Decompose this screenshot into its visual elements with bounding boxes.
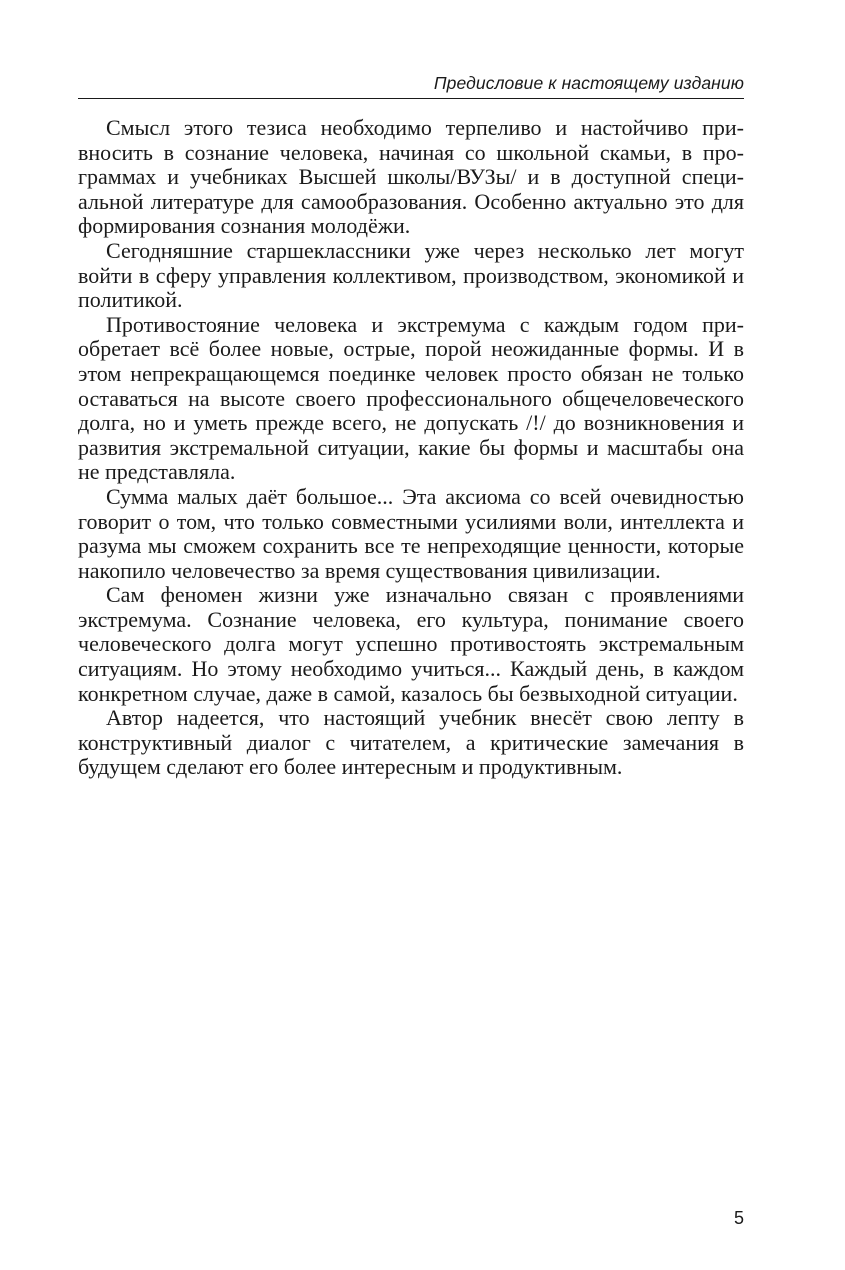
paragraph: Сумма малых даёт большое... Эта аксиома со всей очевидностью говорит о том, что только совместными усилиями воли, интеллекта и разума мы сможем сохранить все те непреходящие ценности, которые накопило человечество за время существования цивилизации. bbox=[78, 483, 744, 583]
paragraph: Сегодняшние старшеклассники уже через несколько лет могут войти в сферу управления коллективом, производством, экономикой и политикой. bbox=[78, 237, 744, 313]
body-text bbox=[78, 116, 744, 780]
paragraph: Смысл этого тезиса необходимо терпеливо и настойчиво привносить в сознание человека, начиная со школьной скамьи, в программах и учебниках Высшей школы/ВУЗы/ и в доступной специальной литературе для самообразования. Особенно актуально это для формирования сознания молодёжи. bbox=[78, 115, 744, 239]
header-rule bbox=[78, 98, 744, 99]
paragraph: Автор надеется, что настоящий учебник внесёт свою лепту в конструктивный диалог с читателем, а критические замечания в будущем сделают его более интересным и продуктивным. bbox=[78, 705, 744, 780]
paragraph: Сам феномен жизни уже изначально связан с проявлениями экстремума. Сознание человека, его культура, понимание своего человеческого долга могут успешно противостоять экстремальным ситуациям. Но этому необходимо учиться... Каждый день, в каждом конкретном случае, даже в самой, казалось бы безвыходной ситуации. bbox=[78, 582, 744, 706]
page-number: 5 bbox=[733, 1208, 744, 1228]
paragraph: Противостояние человека и экстремума с каждым годом приобретает всё более новые, острые, порой неожиданные формы. И в этом непрекращающемся поединке человек просто обязан не только оставаться на высоте своего профессионального общечеловеческого долга, но и уметь прежде всего, не допускать /!/ до возникновения и развития экстремальной ситуации, какие бы формы и масштабы она не представляла. bbox=[78, 311, 744, 485]
running-header: Предисловие к настоящему изданию bbox=[433, 73, 744, 93]
